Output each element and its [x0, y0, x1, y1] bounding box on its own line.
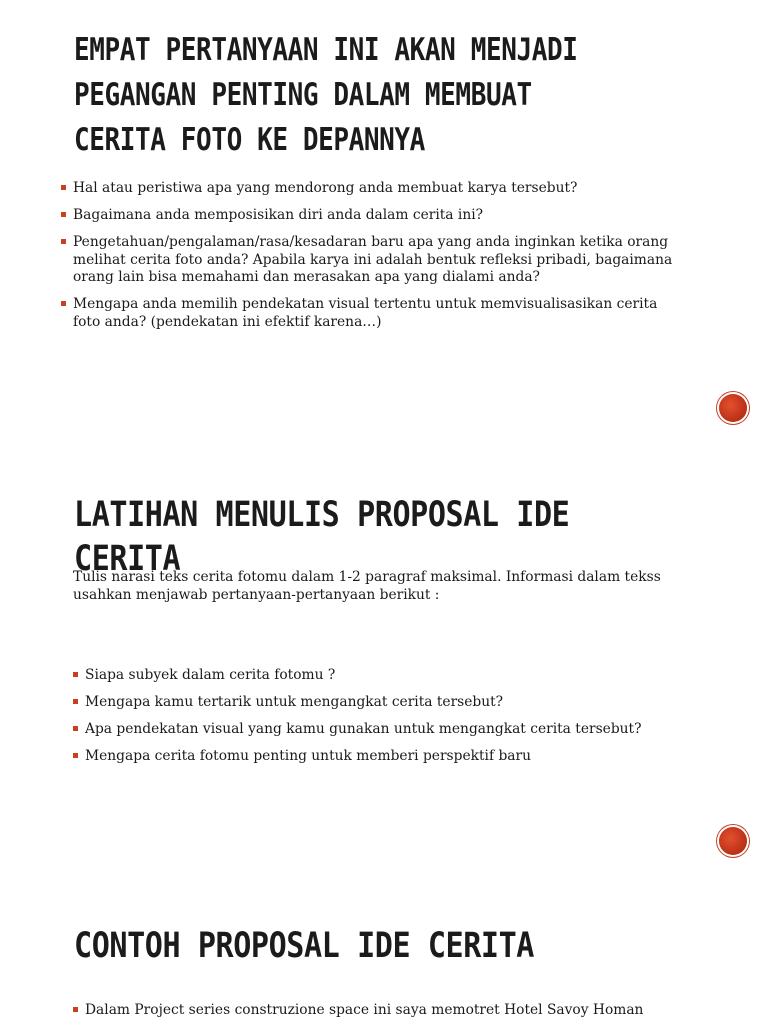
bullet-item: [73, 721, 693, 739]
bullet-text: Bagaimana anda memposisikan diri anda dalam cerita ini?: [73, 207, 484, 223]
slide-2-paragraph: Tulis narasi teks cerita fotomu dalam 1-2 paragraf maksimal. Informasi dalam tekss usahkan menjawab pertanyaan-pertanyaan berikut :: [73, 569, 661, 603]
red-circle-ornament-icon: [719, 827, 747, 855]
bullet-item: [73, 748, 693, 766]
slide-3-title: CONTOH PROPOSAL IDE CERITA: [74, 926, 534, 966]
bullet-item: [73, 694, 693, 712]
bullet-square-icon: [61, 239, 66, 244]
bullet-text: Pengetahuan/pengalaman/rasa/kesadaran baru apa yang anda inginkan ketika orang melihat cerita foto anda? Apabila karya ini adalah bentuk refleksi pribadi, bagaimana orang lain bisa memahami dan merasakan apa yang dialami anda?: [73, 234, 673, 285]
bullet-square-icon: [61, 212, 66, 217]
bullet-text: Mengapa kamu tertarik untuk mengangkat cerita tersebut?: [85, 694, 504, 710]
bullet-text: Apa pendekatan visual yang kamu gunakan untuk mengangkat cerita tersebut?: [85, 721, 642, 737]
bullet-text: Siapa subyek dalam cerita fotomu ?: [85, 667, 336, 683]
bullet-square-icon: [73, 672, 78, 677]
slide-1-title: [74, 28, 578, 163]
bullet-item: [61, 234, 681, 287]
bullet-item: [61, 180, 681, 198]
bullet-square-icon: [73, 699, 78, 704]
slide-1-title-line: PEGANGAN PENTING DALAM MEMBUAT: [74, 77, 532, 113]
bullet-square-icon: [73, 1007, 78, 1012]
bullet-square-icon: [73, 726, 78, 731]
slide-1-title-line: CERITA FOTO KE DEPANNYA: [74, 122, 425, 158]
slide-1-title-line: EMPAT PERTANYAAN INI AKAN MENJADI: [74, 32, 578, 68]
slide-1-bullet-list: [61, 180, 681, 341]
bullet-item: [73, 1002, 693, 1020]
bullet-text: Hal atau peristiwa apa yang mendorong anda membuat karya tersebut?: [73, 180, 578, 196]
slide-3-bullet-list: [73, 1002, 693, 1029]
bullet-item: [61, 296, 681, 331]
bullet-text: Mengapa cerita fotomu penting untuk memberi perspektif baru: [85, 748, 531, 764]
red-circle-ornament-icon: [719, 394, 747, 422]
bullet-square-icon: [61, 301, 66, 306]
bullet-item: [61, 207, 681, 225]
bullet-square-icon: [73, 753, 78, 758]
bullet-square-icon: [61, 185, 66, 190]
slide-2-bullet-list: [73, 667, 693, 775]
slide-2-title: LATIHAN MENULIS PROPOSAL IDE CERITA: [74, 495, 570, 579]
bullet-text: Mengapa anda memilih pendekatan visual tertentu untuk memvisualisasikan cerita foto anda? (pendekatan ini efektif karena…): [73, 296, 658, 330]
bullet-item: [73, 667, 693, 685]
bullet-text: Dalam Project series construzione space ini saya memotret Hotel Savoy Homan: [85, 1002, 644, 1018]
